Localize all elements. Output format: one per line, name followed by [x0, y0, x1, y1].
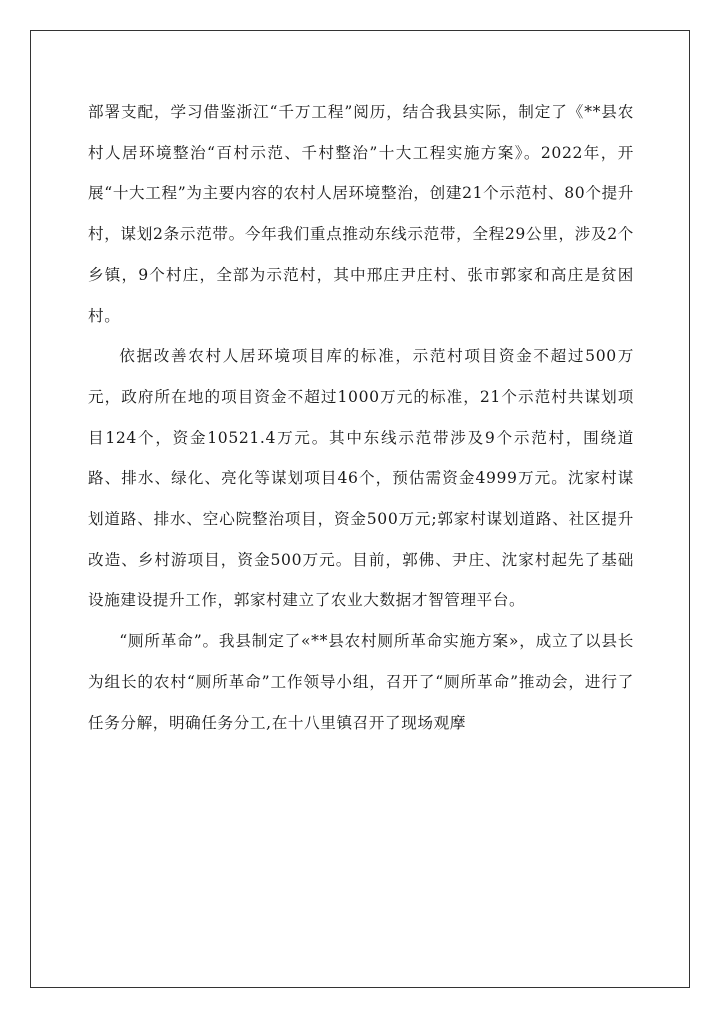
document-body [88, 92, 634, 743]
paragraph-3: “厕所革命”。我县制定了«**县农村厕所革命实施方案»，成立了以县长为组长的农村“厕所革命”工作领导小组，召开了“厕所革命”推动会，进行了任务分解，明确任务分工,在十八里镇召开了现场观摩 [88, 632, 634, 732]
paragraph-2: 依据改善农村人居环境项目库的标准，示范村项目资金不超过500万元，政府所在地的项目资金不超过1000万元的标准，21个示范村共谋划项目124个，资金10521.4万元。其中东线示范带涉及9个示范村，围绕道路、排水、绿化、亮化等谋划项目46个，预估需资金4999万元。沈家村谋划道路、排水、空心院整治项目，资金500万元;郭家村谋划道路、社区提升改造、乡村游项目，资金500万元。目前，郭佛、尹庄、沈家村起先了基础设施建设提升工作，郭家村建立了农业大数据才智管理平台。 [88, 347, 634, 610]
paragraph-1: 部署支配，学习借鉴浙江“千万工程”阅历，结合我县实际，制定了《**县农村人居环境整治“百村示范、千村整治”十大工程实施方案》。2022年，开展“十大工程”为主要内容的农村人居环境整治，创建21个示范村、80个提升村，谋划2条示范带。今年我们重点推动东线示范带，全程29公里，涉及2个乡镇，9个村庄，全部为示范村，其中邢庄尹庄村、张市郭家和高庄是贫困村。 [88, 103, 634, 325]
